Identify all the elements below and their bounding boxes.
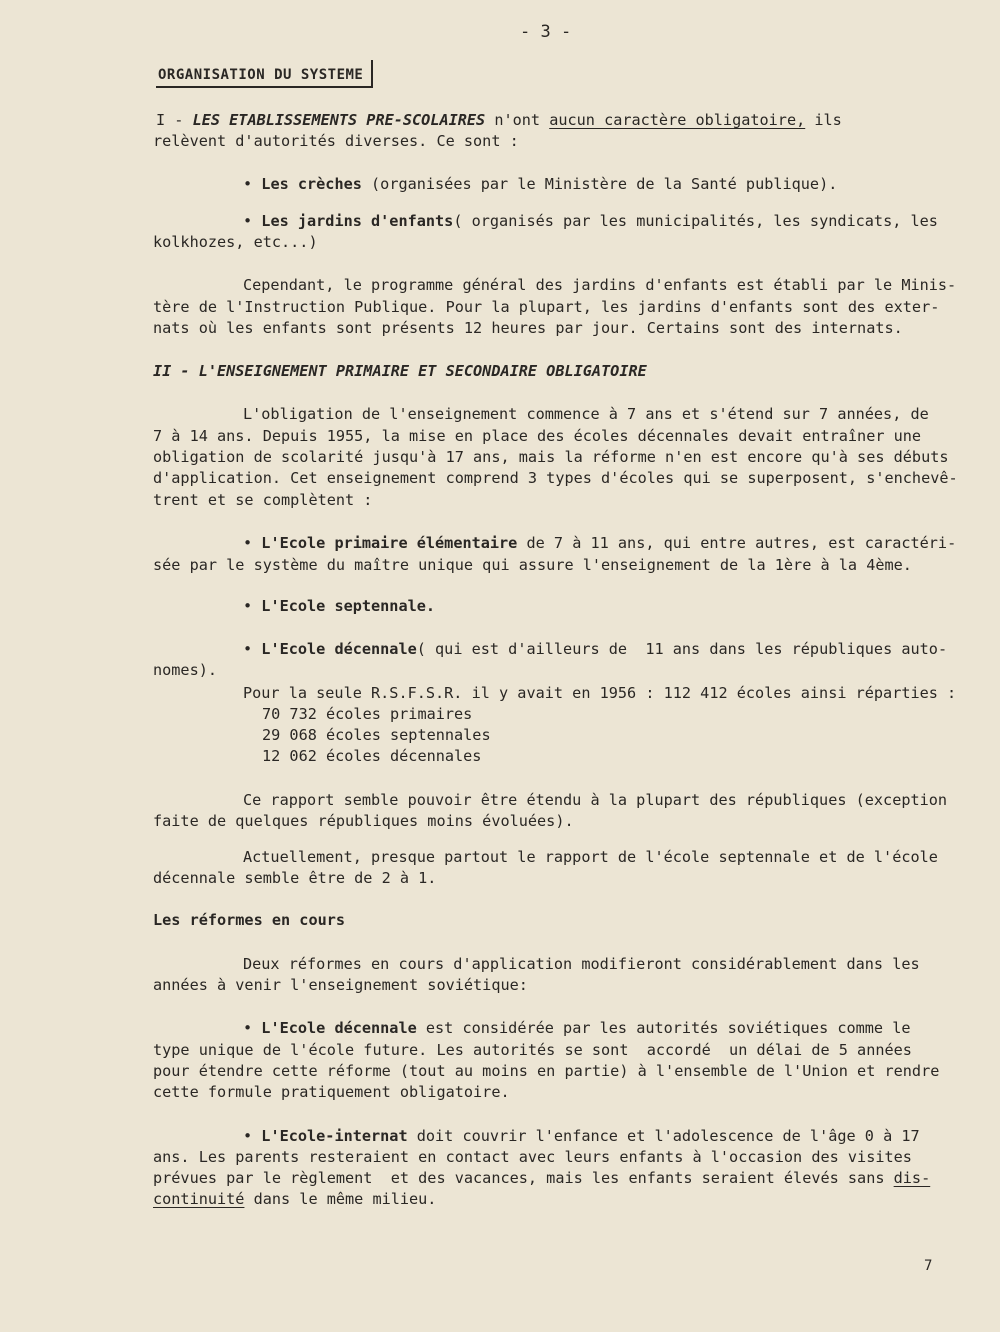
bullet-jardins-line-2: kolkhozes, etc...) bbox=[153, 233, 318, 251]
bullet-ecole-internat-line-3 bbox=[153, 1168, 930, 1189]
bullet-ecole-septennale: • L'Ecole septennale. bbox=[243, 597, 436, 615]
bullet-ecole-internat: • L'Ecole-internat doit couvrir l'enfance et l'adolescence de l'âge 0 à 17 bbox=[243, 1127, 920, 1145]
bullet-ecole-primaire-text: de 7 à 11 ans, qui entre autres, est caractéri- bbox=[517, 534, 957, 552]
bullet-ecole-internat-line-4 bbox=[153, 1189, 436, 1210]
bullet-ecole-decennale-label: L'Ecole décennale bbox=[261, 640, 417, 658]
bullet-creches: • Les crèches (organisées par le Ministère de la Santé publique). bbox=[243, 175, 838, 193]
s2-para-line-1: L'obligation de l'enseignement commence à 7 ans et s'étend sur 7 années, de bbox=[243, 405, 929, 423]
s1-para-line-3: nats où les enfants sont présents 12 heures par jour. Certains sont des internats. bbox=[153, 319, 903, 337]
s3-para-line-1: Deux réformes en cours d'application modifieront considérablement dans les bbox=[243, 955, 920, 973]
bullet-reforme-decennale-label: L'Ecole décennale bbox=[261, 1019, 417, 1037]
s1-number: I - bbox=[156, 111, 193, 129]
bullet-ecole-internat-label: L'Ecole-internat bbox=[261, 1127, 408, 1145]
bullet-jardins-text: ( organisés par les municipalités, les syndicats, les bbox=[453, 212, 938, 230]
bullet-ecole-primaire-label: L'Ecole primaire élémentaire bbox=[261, 534, 518, 552]
internat-underlined-continuite: continuité bbox=[153, 1190, 245, 1208]
bullet-reforme-decennale-text: est considérée par les autorités soviétiques comme le bbox=[416, 1019, 911, 1037]
bullet-ecole-septennale-label: L'Ecole septennale. bbox=[261, 597, 436, 615]
page-number: 7 bbox=[924, 1258, 933, 1274]
bullet-reforme-decennale-line-2: type unique de l'école future. Les autorités se sont accordé un délai de 5 années bbox=[153, 1041, 912, 1059]
s1-title: LES ETABLISSEMENTS PRE-SCOLAIRES bbox=[192, 111, 486, 129]
page-marker-top: - 3 - bbox=[520, 22, 572, 42]
bullet-ecole-internat-line-2: ans. Les parents resteraient en contact avec leurs enfants à l'occasion des visites bbox=[153, 1148, 912, 1166]
s1-line-2: relèvent d'autorités diverses. Ce sont : bbox=[153, 132, 519, 150]
bullet-ecole-decennale-text: ( qui est d'ailleurs de 11 ans dans les républiques auto- bbox=[416, 640, 948, 658]
section-heading-box bbox=[156, 60, 373, 88]
s3-title: Les réformes en cours bbox=[153, 911, 346, 929]
s2-para-line-5: trent et se complètent : bbox=[153, 491, 373, 509]
s1-text-end: ils bbox=[805, 111, 842, 129]
s1-text: n'ont bbox=[485, 111, 550, 129]
bullet-creches-text: (organisées par le Ministère de la Santé publique). bbox=[361, 175, 838, 193]
bullet-ecole-decennale: • L'Ecole décennale( qui est d'ailleurs de 11 ans dans les républiques auto- bbox=[243, 640, 948, 658]
actuellement-line-1: Actuellement, presque partout le rapport de l'école septennale et de l'école bbox=[243, 848, 938, 866]
bullet-ecole-primaire-line-2: sée par le système du maître unique qui assure l'enseignement de la 1ère à la 4ème. bbox=[153, 556, 912, 574]
s1-line-1 bbox=[156, 110, 842, 131]
stat-septennales: 29 068 écoles septennales bbox=[262, 726, 491, 744]
s1-underlined-text: aucun caractère obligatoire, bbox=[549, 111, 806, 129]
bullet-ecole-decennale-line-2: nomes). bbox=[153, 661, 218, 679]
stat-primaires: 70 732 écoles primaires bbox=[262, 705, 473, 723]
s2-title: II - L'ENSEIGNEMENT PRIMAIRE ET SECONDAIRE OBLIGATOIRE bbox=[153, 362, 647, 380]
bullet-ecole-internat-text: doit couvrir l'enfance et l'adolescence de l'âge 0 à 17 bbox=[407, 1127, 920, 1145]
bullet-reforme-decennale-line-3: pour étendre cette réforme (tout au moins en partie) à l'ensemble de l'Union et rendre bbox=[153, 1062, 940, 1080]
internat-line-4-text: dans le même milieu. bbox=[244, 1190, 437, 1208]
internat-underlined-dis: dis- bbox=[893, 1169, 931, 1187]
rapport-line-2: faite de quelques républiques moins évoluées). bbox=[153, 812, 574, 830]
s1-para-line-1: Cependant, le programme général des jardins d'enfants est établi par le Minis- bbox=[243, 276, 957, 294]
bullet-jardins-label: Les jardins d'enfants bbox=[261, 212, 454, 230]
s3-para-line-2: années à venir l'enseignement soviétique: bbox=[153, 976, 528, 994]
stats-intro: Pour la seule R.S.F.S.R. il y avait en 1956 : 112 412 écoles ainsi réparties : bbox=[243, 684, 957, 702]
s2-para-line-2: 7 à 14 ans. Depuis 1955, la mise en place des écoles décennales devait entraîner une bbox=[153, 427, 922, 445]
s2-para-line-4: d'application. Cet enseignement comprend 3 types d'écoles qui se superposent, s'enchevê- bbox=[153, 469, 958, 487]
s1-para-line-2: tère de l'Instruction Publique. Pour la plupart, les jardins d'enfants sont des exter- bbox=[153, 298, 940, 316]
actuellement-line-2: décennale semble être de 2 à 1. bbox=[153, 869, 437, 887]
section-heading: ORGANISATION DU SYSTEME bbox=[158, 67, 364, 83]
rapport-line-1: Ce rapport semble pouvoir être étendu à la plupart des républiques (exception bbox=[243, 791, 948, 809]
s2-para-line-3: obligation de scolarité jusqu'à 17 ans, mais la réforme n'en est encore qu'à ses débuts bbox=[153, 448, 949, 466]
bullet-ecole-primaire: • L'Ecole primaire élémentaire de 7 à 11 ans, qui entre autres, est caractéri- bbox=[243, 534, 957, 552]
bullet-creches-label: Les crèches bbox=[261, 175, 362, 193]
bullet-reforme-decennale-line-4: cette formule pratiquement obligatoire. bbox=[153, 1083, 510, 1101]
internat-line-3-text: prévues par le règlement et des vacances, mais les enfants seraient élevés sans bbox=[153, 1169, 894, 1187]
bullet-jardins: • Les jardins d'enfants( organisés par les municipalités, les syndicats, les bbox=[243, 212, 938, 230]
stat-decennales: 12 062 écoles décennales bbox=[262, 747, 482, 765]
bullet-reforme-decennale: • L'Ecole décennale est considérée par les autorités soviétiques comme le bbox=[243, 1019, 911, 1037]
